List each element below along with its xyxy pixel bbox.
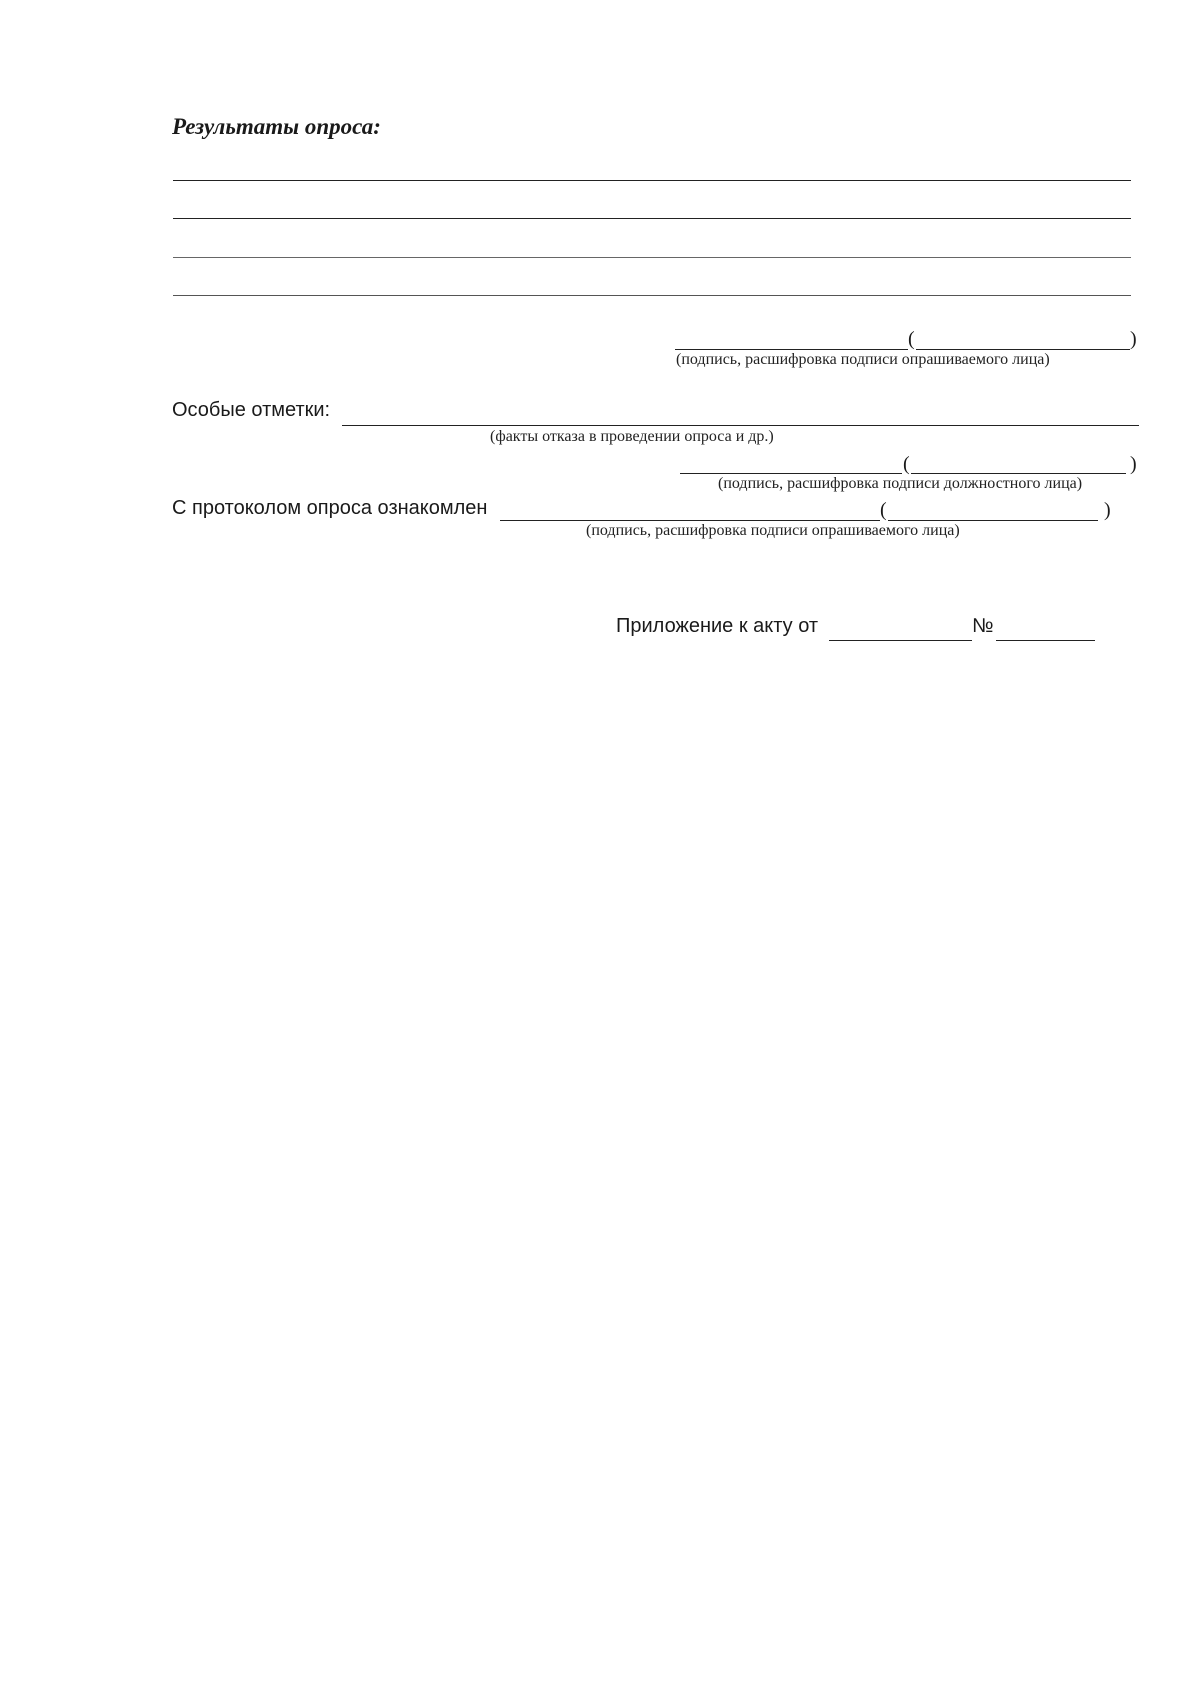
signature-caption: (подпись, расшифровка подписи опрашиваемого лица): [676, 351, 1050, 368]
special-marks-label: Особые отметки:: [172, 399, 331, 421]
signature-line[interactable]: [500, 520, 880, 521]
results-line-2[interactable]: [173, 218, 1131, 219]
signature-line[interactable]: [675, 349, 908, 350]
close-paren: ): [1130, 453, 1137, 475]
results-heading: Результаты опроса:: [172, 114, 381, 139]
annex-date-line[interactable]: [829, 640, 972, 641]
close-paren: ): [1130, 328, 1137, 350]
name-decoding-line[interactable]: [888, 520, 1098, 521]
annex-number-sign: №: [972, 615, 994, 637]
close-paren: ): [1104, 499, 1111, 521]
name-decoding-line[interactable]: [911, 473, 1126, 474]
open-paren: (: [880, 499, 887, 521]
name-decoding-line[interactable]: [916, 349, 1130, 350]
signature-caption: (подпись, расшифровка подписи опрашиваемого лица): [586, 522, 960, 539]
open-paren: (: [903, 453, 910, 475]
results-line-3[interactable]: [173, 257, 1131, 258]
open-paren: (: [908, 328, 915, 350]
acquainted-label: С протоколом опроса ознакомлен: [172, 497, 488, 519]
annex-number-line[interactable]: [996, 640, 1095, 641]
special-marks-line[interactable]: [342, 425, 1139, 426]
signature-line[interactable]: [680, 473, 902, 474]
results-line-1[interactable]: [173, 180, 1131, 181]
special-marks-caption: (факты отказа в проведении опроса и др.): [490, 428, 774, 445]
results-line-4[interactable]: [173, 295, 1131, 296]
annex-label: Приложение к акту от: [616, 615, 819, 637]
signature-caption: (подпись, расшифровка подписи должностного лица): [718, 475, 1083, 492]
